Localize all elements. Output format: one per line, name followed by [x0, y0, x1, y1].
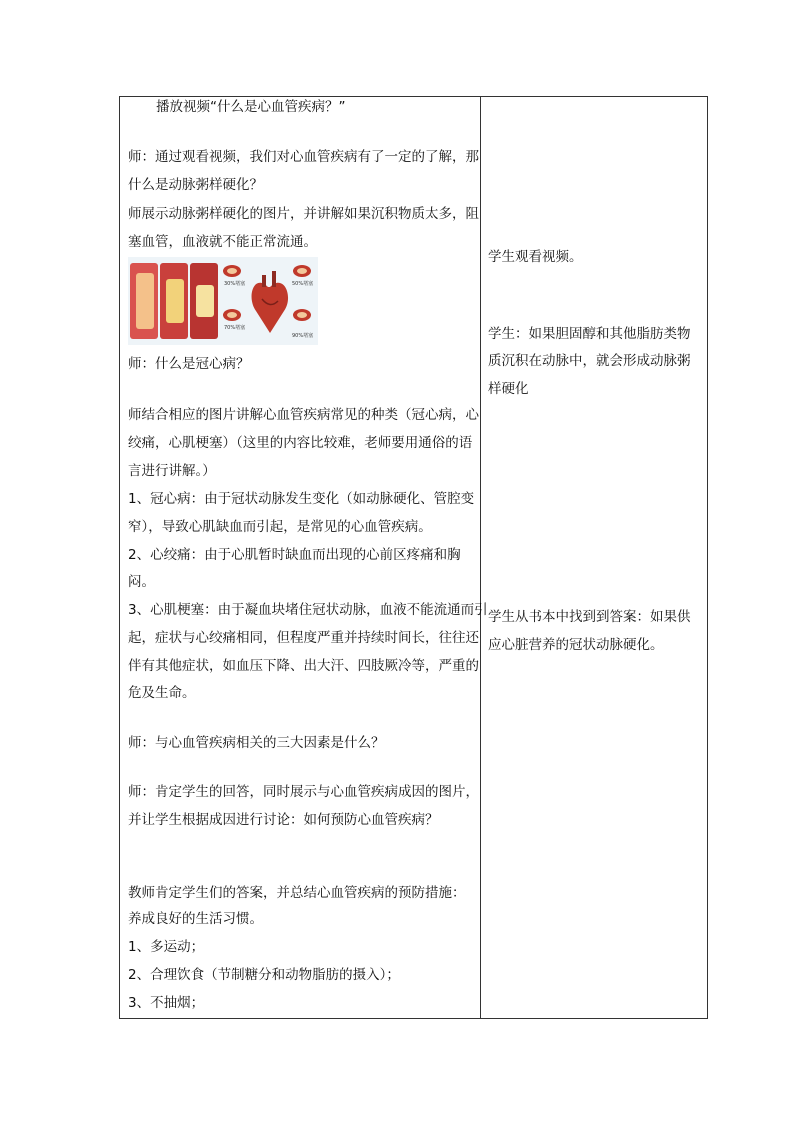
left-line-11: 窄），导致心肌缺血而引起，是常见的心血管疾病。: [128, 519, 432, 535]
right-line-01: 学生观看视频。: [488, 249, 583, 265]
left-line-07: 师结合相应的图片讲解心血管疾病常见的种类（冠心病，心: [128, 407, 479, 423]
vessel-thumbnail-4: [293, 309, 311, 321]
left-line-06: 师：什么是冠心病？: [128, 356, 250, 372]
right-line-04: 样硬化: [488, 381, 529, 397]
left-line-20: 并让学生根据成因进行讨论：如何预防心血管疾病？: [128, 812, 439, 828]
left-line-08: 绞痛，心肌梗塞）（这里的内容比较难，老师要用通俗的语: [128, 435, 473, 451]
left-line-23: 1、多运动；: [128, 939, 205, 955]
left-line-19: 师：肯定学生的回答，同时展示与心血管疾病成因的图片，: [128, 784, 479, 800]
left-line-21: 教师肯定学生们的答案，并总结心血管疾病的预防措施：: [128, 885, 466, 901]
column-divider: [480, 97, 481, 1018]
left-line-10: 1、冠心病：由于冠状动脉发生变化（如动脉硬化、管腔变: [128, 491, 475, 507]
right-line-03: 质沉积在动脉中，就会形成动脉粥: [488, 353, 691, 369]
left-line-01: 播放视频“什么是心血管疾病？”: [156, 99, 346, 115]
vessel-thumbnail-2: [223, 309, 241, 321]
left-line-18: 师：与心血管疾病相关的三大因素是什么？: [128, 735, 385, 751]
left-line-02: 师：通过观看视频，我们对心血管疾病有了一定的了解，那: [128, 149, 479, 165]
left-line-25: 3、不抽烟；: [128, 995, 205, 1011]
left-line-12: 2、心绞痛：由于心肌暂时缺血而出现的心前区疼痛和胸: [128, 547, 461, 563]
left-line-17: 危及生命。: [128, 685, 196, 701]
right-line-02: 学生：如果胆固醇和其他脂肪类物: [488, 326, 691, 342]
image-label-4: 90%堵塞: [292, 333, 314, 339]
vessel-thumbnail-3: [293, 265, 311, 277]
lesson-table: [119, 96, 708, 1019]
image-label-2: 70%堵塞: [224, 325, 246, 331]
left-line-14: 3、心肌梗塞：由于凝血块堵住冠状动脉，血液不能流通而引: [128, 602, 488, 618]
left-line-09: 言进行讲解。）: [128, 463, 216, 479]
artery-cross-section-image: [130, 263, 218, 339]
image-label-1: 30%堵塞: [224, 281, 246, 287]
left-line-22: 养成良好的生活习惯。: [128, 911, 263, 927]
left-line-16: 伴有其他症状，如血压下降、出大汗、四肢厥冷等，严重的: [128, 658, 479, 674]
right-line-05: 学生从书本中找到到答案：如果供: [488, 609, 691, 625]
image-label-3: 50%堵塞: [292, 281, 314, 287]
left-line-15: 起，症状与心绞痛相同，但程度严重并持续时间长，往往还: [128, 630, 479, 646]
left-line-24: 2、合理饮食（节制糖分和动物脂肪的摄入）；: [128, 967, 400, 983]
left-line-05: 塞血管，血液就不能正常流通。: [128, 234, 317, 250]
left-line-04: 师展示动脉粥样硬化的图片，并讲解如果沉积物质太多，阻: [128, 206, 479, 222]
right-line-06: 应心脏营养的冠状动脉硬化。: [488, 637, 664, 653]
left-line-13: 闷。: [128, 574, 155, 590]
left-line-03: 什么是动脉粥样硬化？: [128, 177, 263, 193]
vessel-thumbnail-1: [223, 265, 241, 277]
atherosclerosis-illustration: [128, 257, 318, 345]
